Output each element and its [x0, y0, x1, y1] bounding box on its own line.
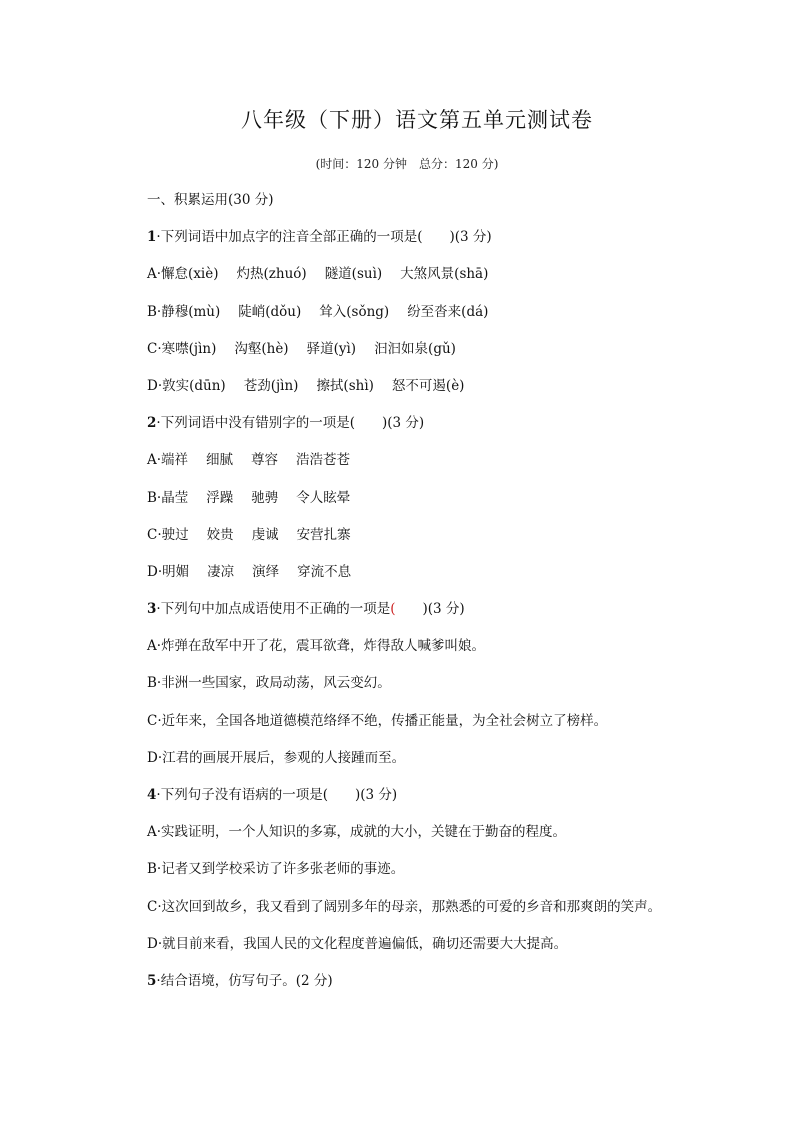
option-4b: [147, 859, 707, 896]
option-word: 驿道(yì): [306, 340, 357, 357]
exam-meta: (时间：120 分钟 总分：120 分): [315, 157, 499, 171]
option-word: 纷至沓来(dá): [407, 303, 489, 320]
option-word: 细腻: [206, 452, 234, 469]
question-5-stem: [147, 971, 707, 1008]
option-word: 大煞风景(shā): [400, 266, 489, 283]
option-word: 浩浩苍苍: [296, 452, 351, 469]
option-letter: B·: [147, 861, 162, 878]
option-4d: [147, 934, 707, 971]
option-text: 实践证明，一个人知识的多寡，成就的大小，关键在于勤奋的程度。: [161, 824, 567, 841]
option-2a: [147, 450, 707, 487]
option-word: 尊容: [251, 452, 279, 469]
question-text: ·下列词语中加点字的注音全部正确的一项是( )(3 分): [156, 229, 492, 246]
option-text: 江君的画展开展后，参观的人接踵而至。: [162, 749, 406, 766]
option-letter: D·: [147, 377, 163, 394]
question-text: ·下列句子没有语病的一项是( )(3 分): [156, 787, 398, 803]
option-word: 静穆(mù): [161, 303, 221, 320]
option-text: 记者又到学校采访了许多张老师的事迹。: [161, 861, 405, 878]
option-text: 近年来，全国各地道德模范络绎不绝，传播正能量，为全社会树立了榜样。: [161, 712, 608, 729]
option-word: 驰骋: [251, 489, 279, 506]
option-word: 沟壑(hè): [234, 340, 289, 357]
red-paren: (: [390, 601, 396, 618]
option-word: 驶过: [161, 526, 189, 543]
option-letter: B·: [147, 489, 162, 506]
option-letter: A·: [147, 824, 162, 841]
page-title: 八年级（下册）语文第五单元测试卷: [241, 108, 593, 132]
question-text-end: )(3 分): [395, 601, 465, 618]
option-word: 虔诚: [251, 526, 279, 543]
option-2c: [147, 525, 707, 562]
question-text: ·下列词语中没有错别字的一项是( )(3 分): [156, 415, 425, 432]
question-number: 3: [147, 601, 157, 618]
option-word: 陡峭(dǒu): [238, 303, 302, 320]
question-text: ·下列句中加点成语使用不正确的一项是: [156, 601, 391, 618]
option-3d: [147, 748, 707, 785]
option-letter: D·: [147, 563, 163, 580]
option-text: 非洲一些国家，政局动荡，风云变幻。: [161, 675, 391, 692]
option-letter: D·: [147, 749, 163, 766]
option-word: 耸入(sǒng): [319, 303, 390, 320]
option-word: 令人眩晕: [296, 489, 351, 506]
option-4c: [147, 897, 707, 934]
option-word: 寒噤(jìn): [161, 340, 217, 357]
option-word: 浮躁: [206, 489, 234, 506]
option-word: 安营扎寨: [296, 526, 351, 543]
option-letter: C·: [147, 712, 162, 729]
option-word: 晶莹: [161, 489, 189, 506]
option-text: 炸弹在敌军中开了花，震耳欲聋，炸得敌人喊爹叫娘。: [161, 638, 486, 655]
question-text: ·结合语境，仿写句子。(2 分): [156, 972, 333, 989]
option-word: 擦拭(shì): [316, 377, 374, 394]
option-word: 端祥: [161, 452, 189, 469]
option-letter: B·: [147, 303, 162, 320]
option-3a: [147, 636, 707, 673]
option-1a: [147, 264, 707, 301]
option-letter: A·: [147, 452, 162, 469]
question-4-stem: [147, 785, 707, 822]
question-number: 1: [147, 229, 157, 246]
option-word: 灼热(zhuó): [236, 266, 307, 283]
option-1d: [147, 376, 707, 413]
question-number: 2: [147, 415, 157, 432]
option-word: 穿流不息: [297, 563, 352, 580]
question-2-stem: [147, 413, 707, 450]
option-2d: [147, 562, 707, 599]
option-letter: C·: [147, 340, 162, 357]
option-4a: [147, 822, 707, 859]
option-word: 怒不可遏(è): [391, 377, 465, 394]
option-letter: D·: [147, 935, 163, 952]
option-letter: A·: [147, 638, 162, 655]
exam-content: [147, 190, 707, 1008]
option-word: 凄凉: [207, 563, 235, 580]
option-letter: B·: [147, 675, 162, 692]
option-1c: [147, 339, 707, 376]
option-letter: C·: [147, 898, 162, 915]
option-3b: [147, 673, 707, 710]
option-text: 就目前来看，我国人民的文化程度普遍偏低，确切还需要大大提高。: [162, 935, 568, 952]
question-3-stem: [147, 599, 707, 636]
option-word: 演绎: [252, 563, 280, 580]
option-word: 敦实(dūn): [162, 377, 226, 394]
option-1b: [147, 302, 707, 339]
option-word: 明媚: [162, 563, 190, 580]
option-word: 懈怠(xiè): [161, 266, 219, 283]
option-2b: [147, 488, 707, 525]
option-word: 汩汩如泉(gǔ): [374, 340, 456, 357]
question-number: 4: [147, 787, 157, 803]
option-letter: A·: [147, 266, 162, 283]
section-heading: 一、积累运用(30 分): [147, 192, 274, 208]
option-word: 姣贵: [206, 526, 234, 543]
question-1-stem: [147, 227, 707, 264]
option-word: 隧道(suì): [324, 266, 383, 283]
option-word: 苍劲(jìn): [243, 377, 299, 394]
option-letter: C·: [147, 526, 162, 543]
option-text: 这次回到故乡，我又看到了阔别多年的母亲，那熟悉的可爱的乡音和那爽朗的笑声。: [161, 898, 662, 915]
option-3c: [147, 711, 707, 748]
question-number: 5: [147, 972, 157, 989]
